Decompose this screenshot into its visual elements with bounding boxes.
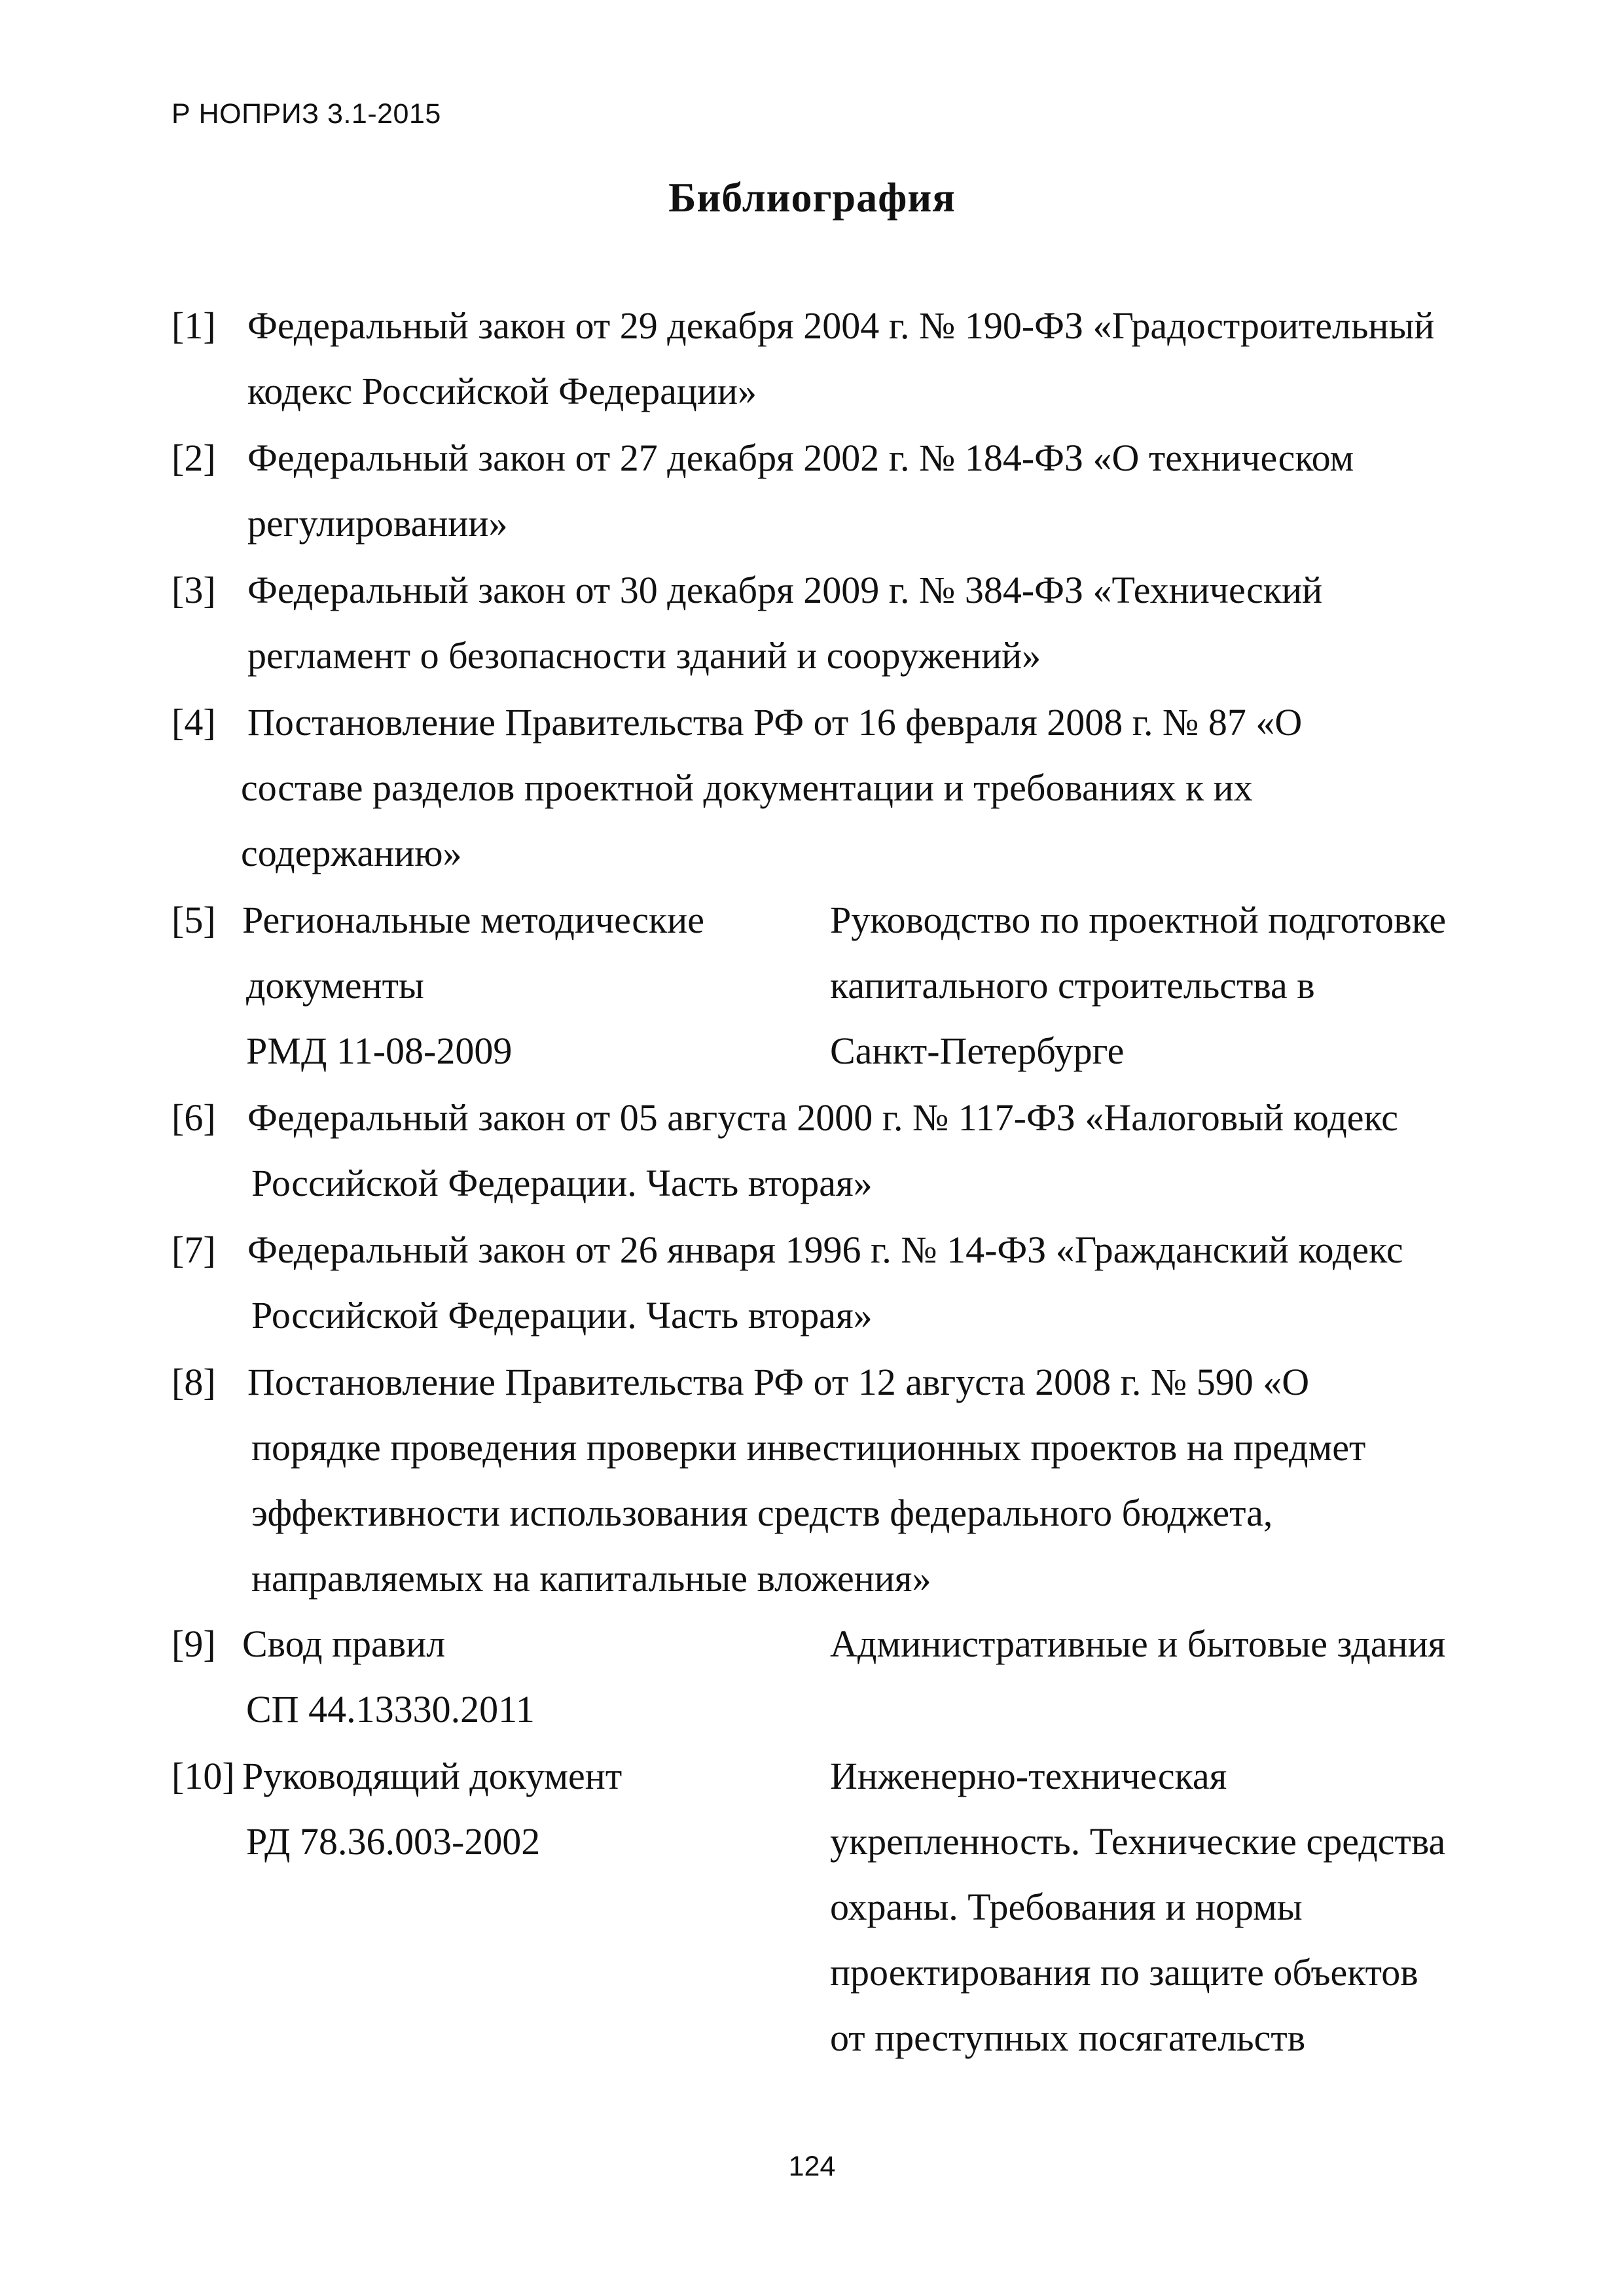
entry-10-right-line-4: проектирования по защите объектов (830, 1951, 1418, 1994)
entry-10-right-line-5: от преступных посягательств (830, 2017, 1306, 2059)
entry-5-left-line-1: Региональные методические (242, 899, 704, 941)
entry-2-line-1: Федеральный закон от 27 декабря 2002 г. № 184-ФЗ «О техническом (247, 437, 1354, 479)
entry-8-line-2: порядке проведения проверки инвестиционных проектов на предмет (251, 1426, 1366, 1469)
entry-4-line-3: содержанию» (241, 832, 462, 874)
entry-10-right-line-2: укрепленность. Технические средства (830, 1820, 1446, 1863)
entry-7-line-2: Российской Федерации. Часть вторая» (251, 1294, 873, 1336)
entry-5-left-line-2: документы (246, 964, 424, 1007)
entry-10-right-line-1: Инженерно-техническая (830, 1755, 1227, 1797)
entry-10-left-line-1: Руководящий документ (242, 1755, 623, 1797)
entry-9-left-line-1: Свод правил (242, 1623, 446, 1665)
entry-5-right-line-3: Санкт-Петербурге (830, 1030, 1125, 1072)
entry-4-line-2: составе разделов проектной документации и требованиях к их (241, 766, 1253, 809)
entry-4-number: [4] (171, 701, 216, 744)
entry-6-line-2: Российской Федерации. Часть вторая» (251, 1162, 873, 1204)
entry-10-right-line-3: охраны. Требования и нормы (830, 1886, 1303, 1928)
entry-1-line-1: Федеральный закон от 29 декабря 2004 г. № 190-ФЗ «Градостроительный (247, 304, 1435, 347)
entry-8-line-4: направляемых на капитальные вложения» (251, 1557, 931, 1600)
entry-1-number: [1] (171, 304, 216, 347)
page-number: 124 (788, 2151, 836, 2182)
entry-3-line-1: Федеральный закон от 30 декабря 2009 г. № 384-ФЗ «Технический (247, 569, 1323, 611)
entry-7-line-1: Федеральный закон от 26 января 1996 г. № 14-ФЗ «Гражданский кодекс (247, 1229, 1403, 1271)
entry-9-left-line-2: СП 44.13330.2011 (246, 1688, 535, 1731)
entry-9-number: [9] (171, 1623, 216, 1665)
entry-10-number: [10] (171, 1755, 235, 1797)
entry-1-line-2: кодекс Российской Федерации» (247, 370, 757, 412)
entry-6-number: [6] (171, 1096, 216, 1139)
entry-6-line-1: Федеральный закон от 05 августа 2000 г. № 117-ФЗ «Налоговый кодекс (247, 1096, 1398, 1139)
entry-8-line-1: Постановление Правительства РФ от 12 августа 2008 г. № 590 «О (247, 1361, 1310, 1403)
entry-8-line-3: эффективности использования средств федерального бюджета, (251, 1492, 1273, 1534)
entry-7-number: [7] (171, 1229, 216, 1271)
entry-10-left-line-2: РД 78.36.003-2002 (246, 1820, 541, 1863)
entry-5-number: [5] (171, 899, 216, 941)
entry-5-right-line-1: Руководство по проектной подготовке (830, 899, 1447, 941)
page-title: Библиография (668, 174, 956, 221)
entry-5-right-line-2: капитального строительства в (830, 964, 1315, 1007)
entry-2-line-2: регулировании» (247, 502, 508, 545)
entry-3-number: [3] (171, 569, 216, 611)
entry-4-line-1: Постановление Правительства РФ от 16 февраля 2008 г. № 87 «О (247, 701, 1303, 744)
document-code: Р НОПРИЗ 3.1-2015 (171, 98, 441, 130)
entry-2-number: [2] (171, 437, 216, 479)
entry-3-line-2: регламент о безопасности зданий и сооружений» (247, 634, 1041, 677)
entry-5-left-line-3: РМД 11-08-2009 (246, 1030, 513, 1072)
entry-9-right-line-1: Административные и бытовые здания (830, 1623, 1446, 1665)
entry-8-number: [8] (171, 1361, 216, 1403)
